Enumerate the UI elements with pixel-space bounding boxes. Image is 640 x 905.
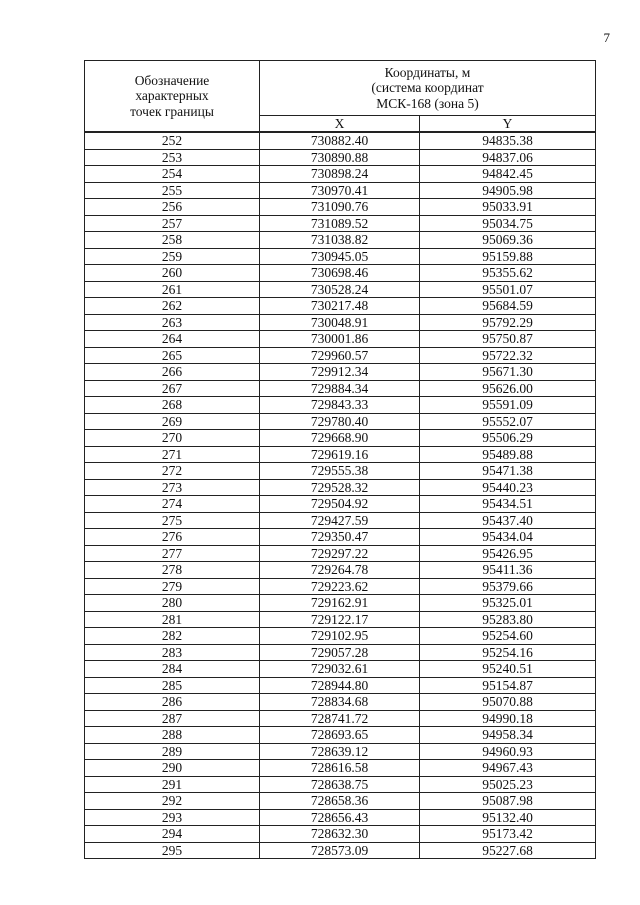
x-coordinate-cell: 729555.38 (260, 463, 420, 480)
table-row (85, 347, 596, 364)
x-coordinate-cell: 729057.28 (260, 644, 420, 661)
point-number-cell: 279 (85, 578, 260, 595)
y-coordinate-cell: 95132.40 (420, 809, 596, 826)
point-number-cell: 265 (85, 347, 260, 364)
designation-header-line: характерных (135, 88, 209, 104)
x-coordinate-cell: 728638.75 (260, 776, 420, 793)
designation-header-line: точек границы (130, 103, 214, 119)
x-coordinate-cell: 729780.40 (260, 413, 420, 430)
table-row (85, 364, 596, 381)
y-coordinate-cell: 95355.62 (420, 265, 596, 282)
x-coordinate-cell: 729668.90 (260, 430, 420, 447)
x-coordinate-cell: 729350.47 (260, 529, 420, 546)
table-row (85, 677, 596, 694)
point-number-cell: 271 (85, 446, 260, 463)
x-coordinate-cell: 729122.17 (260, 611, 420, 628)
y-coordinate-cell: 95159.88 (420, 248, 596, 265)
point-number-cell: 256 (85, 199, 260, 216)
table-row (85, 628, 596, 645)
table-row (85, 842, 596, 859)
point-number-cell: 267 (85, 380, 260, 397)
x-coordinate-cell: 731038.82 (260, 232, 420, 249)
table-row (85, 694, 596, 711)
table-row (85, 479, 596, 496)
x-coordinate-cell: 728639.12 (260, 743, 420, 760)
y-coordinate-cell: 95069.36 (420, 232, 596, 249)
point-number-cell: 286 (85, 694, 260, 711)
x-coordinate-cell: 730001.86 (260, 331, 420, 348)
y-coordinate-cell: 95240.51 (420, 661, 596, 678)
x-coordinate-cell: 729912.34 (260, 364, 420, 381)
y-coordinate-cell: 95684.59 (420, 298, 596, 315)
table-row (85, 132, 596, 149)
x-coordinate-cell: 731090.76 (260, 199, 420, 216)
y-coordinate-cell: 95591.09 (420, 397, 596, 414)
y-coordinate-cell: 95434.51 (420, 496, 596, 513)
table-row (85, 710, 596, 727)
table-body (85, 132, 596, 859)
point-number-cell: 258 (85, 232, 260, 249)
table-row (85, 611, 596, 628)
point-number-cell: 276 (85, 529, 260, 546)
table-row (85, 644, 596, 661)
point-number-cell: 262 (85, 298, 260, 315)
point-number-cell: 289 (85, 743, 260, 760)
x-coordinate-cell: 729619.16 (260, 446, 420, 463)
y-coordinate-cell: 95411.36 (420, 562, 596, 579)
x-coordinate-cell: 728656.43 (260, 809, 420, 826)
point-number-cell: 269 (85, 413, 260, 430)
point-number-cell: 290 (85, 760, 260, 777)
table-row (85, 793, 596, 810)
y-coordinate-cell: 95434.04 (420, 529, 596, 546)
point-number-cell: 253 (85, 149, 260, 166)
x-coordinate-cell: 729297.22 (260, 545, 420, 562)
y-coordinate-cell: 95034.75 (420, 215, 596, 232)
table-row (85, 281, 596, 298)
y-coordinate-cell: 94990.18 (420, 710, 596, 727)
y-coordinate-cell: 95792.29 (420, 314, 596, 331)
x-coordinate-cell: 728573.09 (260, 842, 420, 859)
table-row (85, 463, 596, 480)
y-coordinate-cell: 95437.40 (420, 512, 596, 529)
table-row (85, 149, 596, 166)
coordinates-header-line: (система координат (371, 80, 484, 96)
x-coordinate-cell: 730698.46 (260, 265, 420, 282)
x-coordinate-cell: 730945.05 (260, 248, 420, 265)
point-number-cell: 263 (85, 314, 260, 331)
y-coordinate-cell: 95471.38 (420, 463, 596, 480)
table-row (85, 397, 596, 414)
y-coordinate-cell: 95379.66 (420, 578, 596, 595)
point-number-cell: 291 (85, 776, 260, 793)
table-row (85, 182, 596, 199)
y-coordinate-cell: 95033.91 (420, 199, 596, 216)
y-column-header: Y (420, 116, 596, 133)
point-number-cell: 266 (85, 364, 260, 381)
y-coordinate-cell: 94835.38 (420, 132, 596, 149)
point-number-cell: 280 (85, 595, 260, 612)
table-row (85, 743, 596, 760)
table-row (85, 199, 596, 216)
y-coordinate-cell: 95154.87 (420, 677, 596, 694)
x-coordinate-cell: 729223.62 (260, 578, 420, 595)
x-coordinate-cell: 729528.32 (260, 479, 420, 496)
table-row (85, 595, 596, 612)
point-number-cell: 294 (85, 826, 260, 843)
coordinates-header-line: МСК-168 (зона 5) (376, 95, 479, 111)
table-row (85, 826, 596, 843)
table-row (85, 776, 596, 793)
table-row (85, 727, 596, 744)
x-coordinate-cell: 729427.59 (260, 512, 420, 529)
x-coordinate-cell: 729504.92 (260, 496, 420, 513)
y-coordinate-cell: 94967.43 (420, 760, 596, 777)
x-coordinate-cell: 729032.61 (260, 661, 420, 678)
table-row (85, 331, 596, 348)
point-number-cell: 287 (85, 710, 260, 727)
table-row (85, 265, 596, 282)
point-number-cell: 278 (85, 562, 260, 579)
point-number-cell: 285 (85, 677, 260, 694)
y-coordinate-cell: 95671.30 (420, 364, 596, 381)
y-coordinate-cell: 95254.60 (420, 628, 596, 645)
point-number-cell: 282 (85, 628, 260, 645)
table-row (85, 298, 596, 315)
x-coordinate-cell: 730970.41 (260, 182, 420, 199)
y-coordinate-cell: 94842.45 (420, 166, 596, 183)
y-coordinate-cell: 95506.29 (420, 430, 596, 447)
table-row (85, 166, 596, 183)
designation-header-line: Обозначение (134, 72, 210, 88)
x-coordinate-cell: 730882.40 (260, 132, 420, 149)
point-number-cell: 257 (85, 215, 260, 232)
y-coordinate-cell: 94905.98 (420, 182, 596, 199)
y-coordinate-cell: 95025.23 (420, 776, 596, 793)
point-number-cell: 293 (85, 809, 260, 826)
point-number-cell: 255 (85, 182, 260, 199)
point-number-cell: 284 (85, 661, 260, 678)
x-coordinate-cell: 729162.91 (260, 595, 420, 612)
table-row (85, 314, 596, 331)
table-row (85, 545, 596, 562)
table-row (85, 529, 596, 546)
x-coordinate-cell: 728632.30 (260, 826, 420, 843)
point-number-cell: 259 (85, 248, 260, 265)
coordinates-header-line: Координаты, м (384, 64, 471, 80)
x-column-header: X (260, 116, 420, 133)
y-coordinate-cell: 95626.00 (420, 380, 596, 397)
coordinates-header (260, 61, 596, 116)
y-coordinate-cell: 95087.98 (420, 793, 596, 810)
point-number-cell: 268 (85, 397, 260, 414)
x-coordinate-cell: 729960.57 (260, 347, 420, 364)
designation-header (85, 61, 260, 133)
x-coordinate-cell: 729102.95 (260, 628, 420, 645)
y-coordinate-cell: 95426.95 (420, 545, 596, 562)
table-row (85, 232, 596, 249)
point-number-cell: 295 (85, 842, 260, 859)
y-coordinate-cell: 95227.68 (420, 842, 596, 859)
point-number-cell: 260 (85, 265, 260, 282)
x-coordinate-cell: 729264.78 (260, 562, 420, 579)
table-row (85, 661, 596, 678)
x-coordinate-cell: 729843.33 (260, 397, 420, 414)
point-number-cell: 270 (85, 430, 260, 447)
table-row (85, 215, 596, 232)
point-number-cell: 275 (85, 512, 260, 529)
table-row (85, 413, 596, 430)
point-number-cell: 277 (85, 545, 260, 562)
table-row (85, 562, 596, 579)
x-coordinate-cell: 728834.68 (260, 694, 420, 711)
point-number-cell: 272 (85, 463, 260, 480)
x-coordinate-cell: 728616.58 (260, 760, 420, 777)
y-coordinate-cell: 95440.23 (420, 479, 596, 496)
y-coordinate-cell: 95173.42 (420, 826, 596, 843)
x-coordinate-cell: 730217.48 (260, 298, 420, 315)
table-row (85, 248, 596, 265)
table-row (85, 430, 596, 447)
table-header-row (85, 61, 596, 116)
table-row (85, 512, 596, 529)
table-row (85, 446, 596, 463)
point-number-cell: 261 (85, 281, 260, 298)
point-number-cell: 283 (85, 644, 260, 661)
x-coordinate-cell: 728658.36 (260, 793, 420, 810)
x-coordinate-cell: 730528.24 (260, 281, 420, 298)
y-coordinate-cell: 94837.06 (420, 149, 596, 166)
table-row (85, 578, 596, 595)
y-coordinate-cell: 95283.80 (420, 611, 596, 628)
y-coordinate-cell: 95489.88 (420, 446, 596, 463)
y-coordinate-cell: 94958.34 (420, 727, 596, 744)
y-coordinate-cell: 95325.01 (420, 595, 596, 612)
point-number-cell: 273 (85, 479, 260, 496)
y-coordinate-cell: 95501.07 (420, 281, 596, 298)
x-coordinate-cell: 728741.72 (260, 710, 420, 727)
x-coordinate-cell: 730898.24 (260, 166, 420, 183)
x-coordinate-cell: 728944.80 (260, 677, 420, 694)
y-coordinate-cell: 95722.32 (420, 347, 596, 364)
y-coordinate-cell: 95070.88 (420, 694, 596, 711)
page-number: 7 (603, 30, 610, 45)
x-coordinate-cell: 731089.52 (260, 215, 420, 232)
y-coordinate-cell: 95750.87 (420, 331, 596, 348)
point-number-cell: 288 (85, 727, 260, 744)
point-number-cell: 252 (85, 132, 260, 149)
coordinates-table (84, 60, 596, 859)
x-coordinate-cell: 728693.65 (260, 727, 420, 744)
table-row (85, 380, 596, 397)
point-number-cell: 264 (85, 331, 260, 348)
table-row (85, 809, 596, 826)
x-coordinate-cell: 730890.88 (260, 149, 420, 166)
y-coordinate-cell: 95552.07 (420, 413, 596, 430)
point-number-cell: 292 (85, 793, 260, 810)
table-row (85, 760, 596, 777)
point-number-cell: 274 (85, 496, 260, 513)
table-row (85, 496, 596, 513)
x-coordinate-cell: 729884.34 (260, 380, 420, 397)
y-coordinate-cell: 94960.93 (420, 743, 596, 760)
y-coordinate-cell: 95254.16 (420, 644, 596, 661)
x-coordinate-cell: 730048.91 (260, 314, 420, 331)
point-number-cell: 254 (85, 166, 260, 183)
point-number-cell: 281 (85, 611, 260, 628)
